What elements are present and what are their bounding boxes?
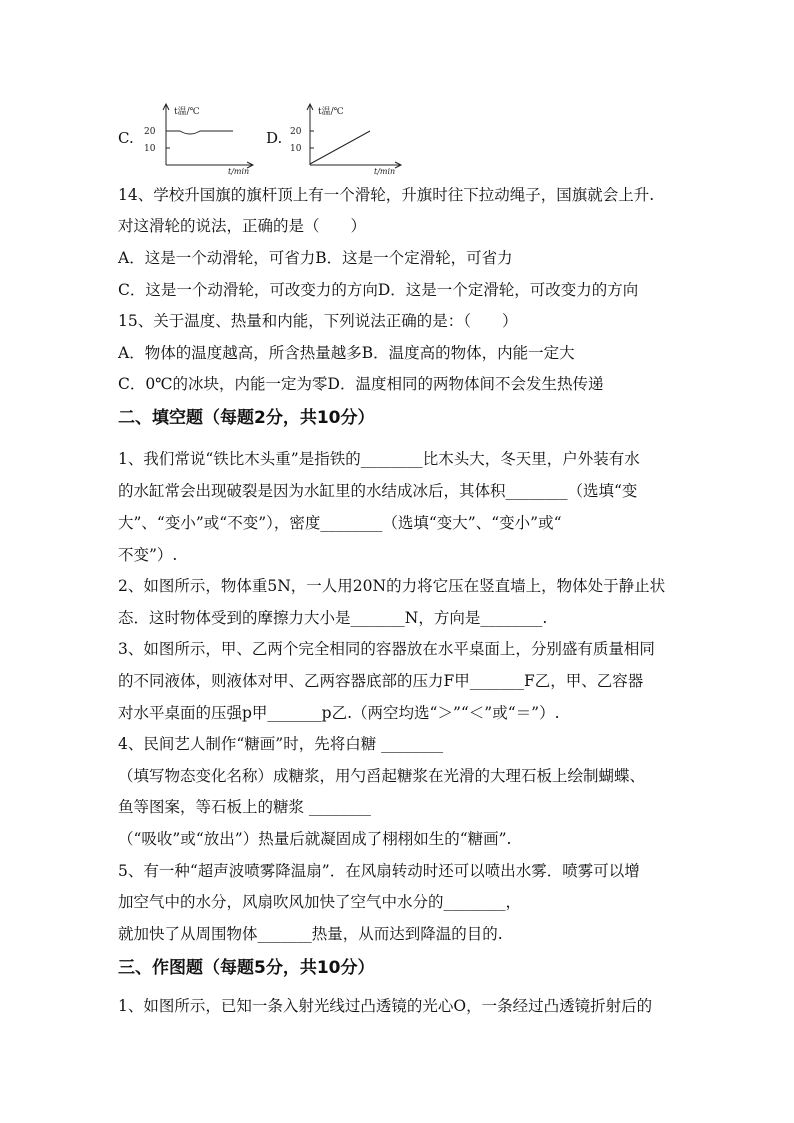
graph-d-tick-20: 20 xyxy=(290,127,302,137)
fill3-line2: 的不同液体，则液体对甲、乙两容器底部的压力F甲_______F乙，甲、乙容器 xyxy=(118,672,644,690)
graph-d xyxy=(288,103,403,175)
fill5-line3: 就加快了从周围物体_______热量，从而达到降温的目的. xyxy=(118,925,503,943)
fill2-line2: 态．这时物体受到的摩擦力大小是_______N，方向是________. xyxy=(118,609,548,627)
graph-c-tick-10: 10 xyxy=(144,144,156,154)
section-drawing-title: 三、作图题（每题5分，共10分） xyxy=(118,958,375,978)
fill1-line2: 的水缸常会出现破裂是因为水缸里的水结成冰后，其体积________（选填“变 xyxy=(118,482,638,500)
fill5-line2: 加空气中的水分，风扇吹风加快了空气中水分的________， xyxy=(118,893,522,911)
graph-d-ylabel: t温/℃ xyxy=(318,107,344,117)
graph-d-tick-10: 10 xyxy=(290,144,302,154)
graph-c-ylabel: t温/℃ xyxy=(174,107,200,117)
fill4-line3: 鱼等图案，等石板上的糖浆 ________ xyxy=(118,798,371,816)
graph-c-tick-20: 20 xyxy=(144,127,156,137)
q14-options-cd: C．这是一个动滑轮，可改变力的方向D．这是一个定滑轮，可改变力的方向 xyxy=(118,281,639,299)
fill1-line4: 不变”）. xyxy=(118,546,178,564)
fill1-line3: 大”、“变小”或“不变”），密度________（选填“变大”、“变小”或“ xyxy=(118,514,562,532)
graph-c xyxy=(140,103,255,175)
q14-stem-line2: 对这滑轮的说法，正确的是（ ） xyxy=(118,217,367,235)
draw1-line1: 1、如图所示，已知一条入射光线过凸透镜的光心O，一条经过凸透镜折射后的 xyxy=(118,997,653,1015)
q14-options-ab: A．这是一个动滑轮，可省力B．这是一个定滑轮，可省力 xyxy=(118,249,513,267)
fill4-line2: （填写物态变化名称）成糖浆，用勺舀起糖浆在光滑的大理石板上绘制蝴蝶、 xyxy=(118,767,646,785)
option-d-label: D. xyxy=(266,129,283,147)
q15-options-ab: A．物体的温度越高，所含热量越多B．温度高的物体，内能一定大 xyxy=(118,344,575,362)
q15-stem: 15、关于温度、热量和内能，下列说法正确的是：（ ） xyxy=(118,312,518,330)
fill2-line1: 2、如图所示，物体重5N，一人用20N的力将它压在竖直墙上，物体处于静止状 xyxy=(118,577,666,595)
q14-stem-line1: 14、学校升国旗的旗杆顶上有一个滑轮，升旗时往下拉动绳子，国旗就会上升. xyxy=(118,186,655,204)
fill1-line1: 1、我们常说“铁比木头重”是指铁的________比木头大，冬天里，户外装有水 xyxy=(118,450,640,468)
option-c-label: C. xyxy=(118,129,134,147)
fill3-line3: 对水平桌面的压强p甲_______p乙.（两空均选“＞”“＜”或“＝”）. xyxy=(118,704,560,722)
fill4-line4: （“吸收”或“放出”）热量后就凝固成了栩栩如生的“糖画”. xyxy=(118,830,512,848)
fill4-line1: 4、民间艺人制作“糖画”时，先将白糖 ________ xyxy=(118,735,444,753)
section-fill-in-title: 二、填空题（每题2分，共10分） xyxy=(118,408,375,428)
graph-c-xlabel: t/min xyxy=(228,167,250,175)
q15-options-cd: C．0℃的冰块，内能一定为零D．温度相同的两物体间不会发生热传递 xyxy=(118,375,604,393)
fill5-line1: 5、有一种“超声波喷雾降温扇”．在风扇转动时还可以喷出水雾．喷雾可以增 xyxy=(118,862,640,880)
fill3-line1: 3、如图所示，甲、乙两个完全相同的容器放在水平桌面上，分别盛有质量相同 xyxy=(118,640,655,658)
graph-d-xlabel: t/min xyxy=(374,167,396,175)
